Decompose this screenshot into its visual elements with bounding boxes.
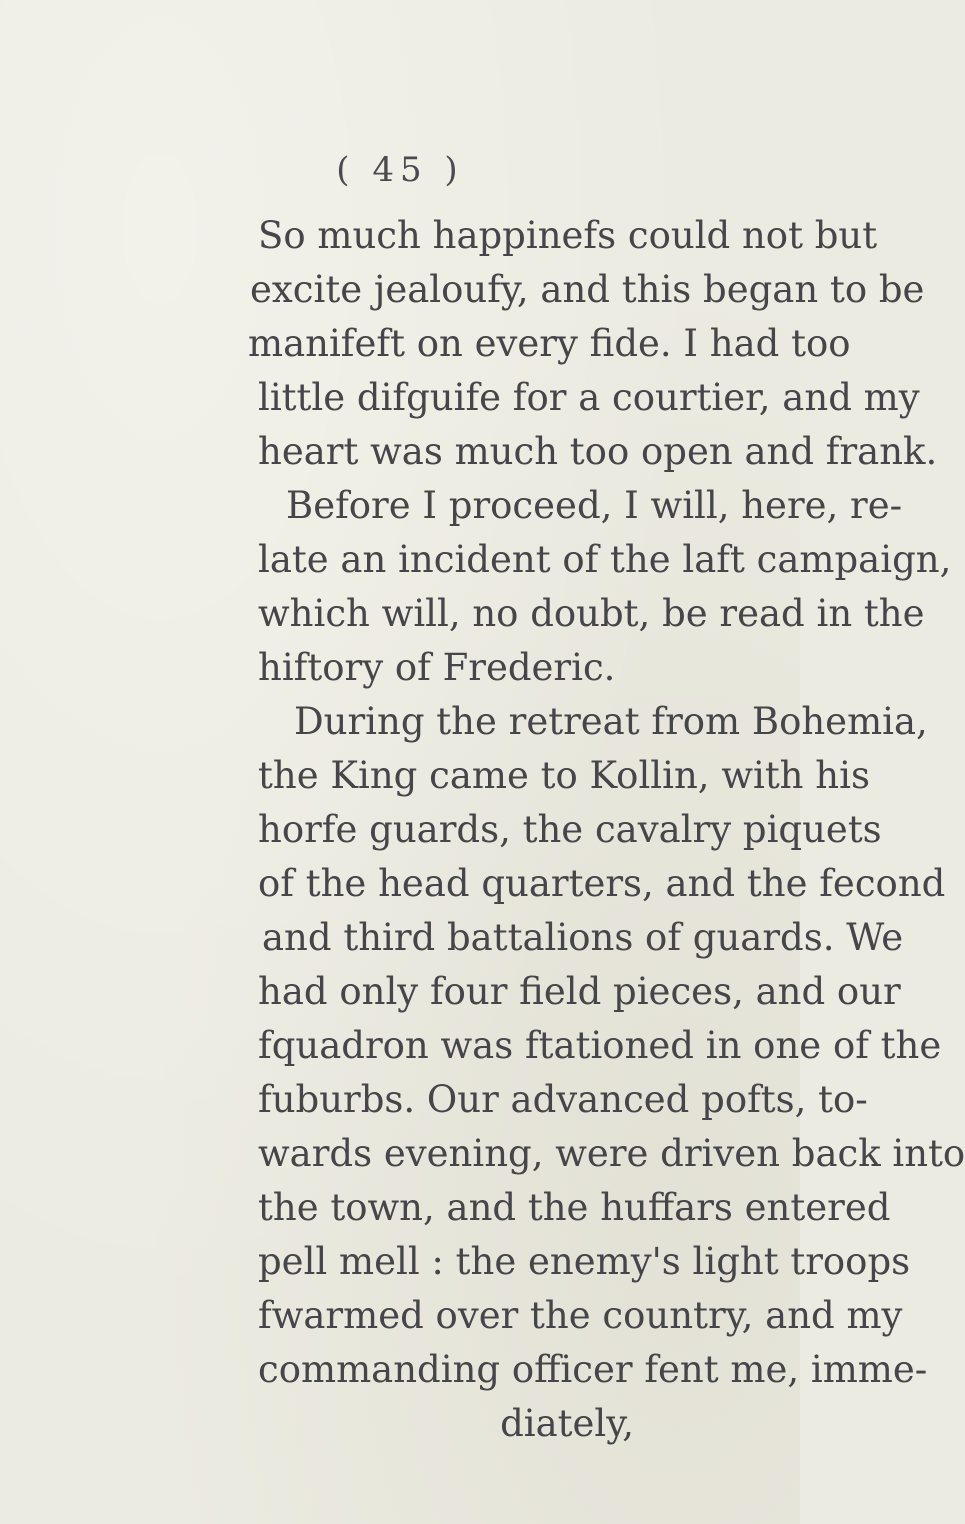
text-line-13: of the head quarters, and the fecond [258,862,946,905]
text-line-18: wards evening, were driven back into [258,1132,965,1175]
text-line-15: had only four field pieces, and our [258,970,901,1013]
text-line-4: little difguife for a courtier, and my [258,376,920,419]
text-line-1: So much happinefs could not but [258,214,878,257]
text-line-2: excite jealoufy, and this began to be [250,268,925,311]
text-line-3: manifeft on every fide. I had too [248,322,851,365]
text-line-22: commanding officer fent me, imme- [258,1348,928,1391]
text-line-12: horfe guards, the cavalry piquets [258,808,882,851]
text-line-8: which will, no doubt, be read in the [258,592,925,635]
text-line-23: diately, [500,1402,634,1445]
text-line-16: fquadron was ftationed in one of the [258,1024,942,1067]
text-line-20: pell mell : the enemy's light troops [258,1240,911,1283]
text-line-14: and third battalions of guards. We [262,916,904,959]
text-line-21: fwarmed over the country, and my [258,1294,903,1337]
text-line-17: fuburbs. Our advanced pofts, to- [258,1078,868,1121]
text-line-5: heart was much too open and frank. [258,430,938,473]
text-line-19: the town, and the huffars entered [258,1186,891,1229]
page-number: ( 45 ) [336,150,464,190]
text-line-6: Before I proceed, I will, here, re- [286,484,903,527]
text-line-10: During the retreat from Bohemia, [294,700,928,743]
text-line-11: the King came to Kollin, with his [258,754,870,797]
text-line-9: hiftory of Frederic. [258,646,616,689]
text-line-7: late an incident of the laft campaign, [258,538,952,581]
